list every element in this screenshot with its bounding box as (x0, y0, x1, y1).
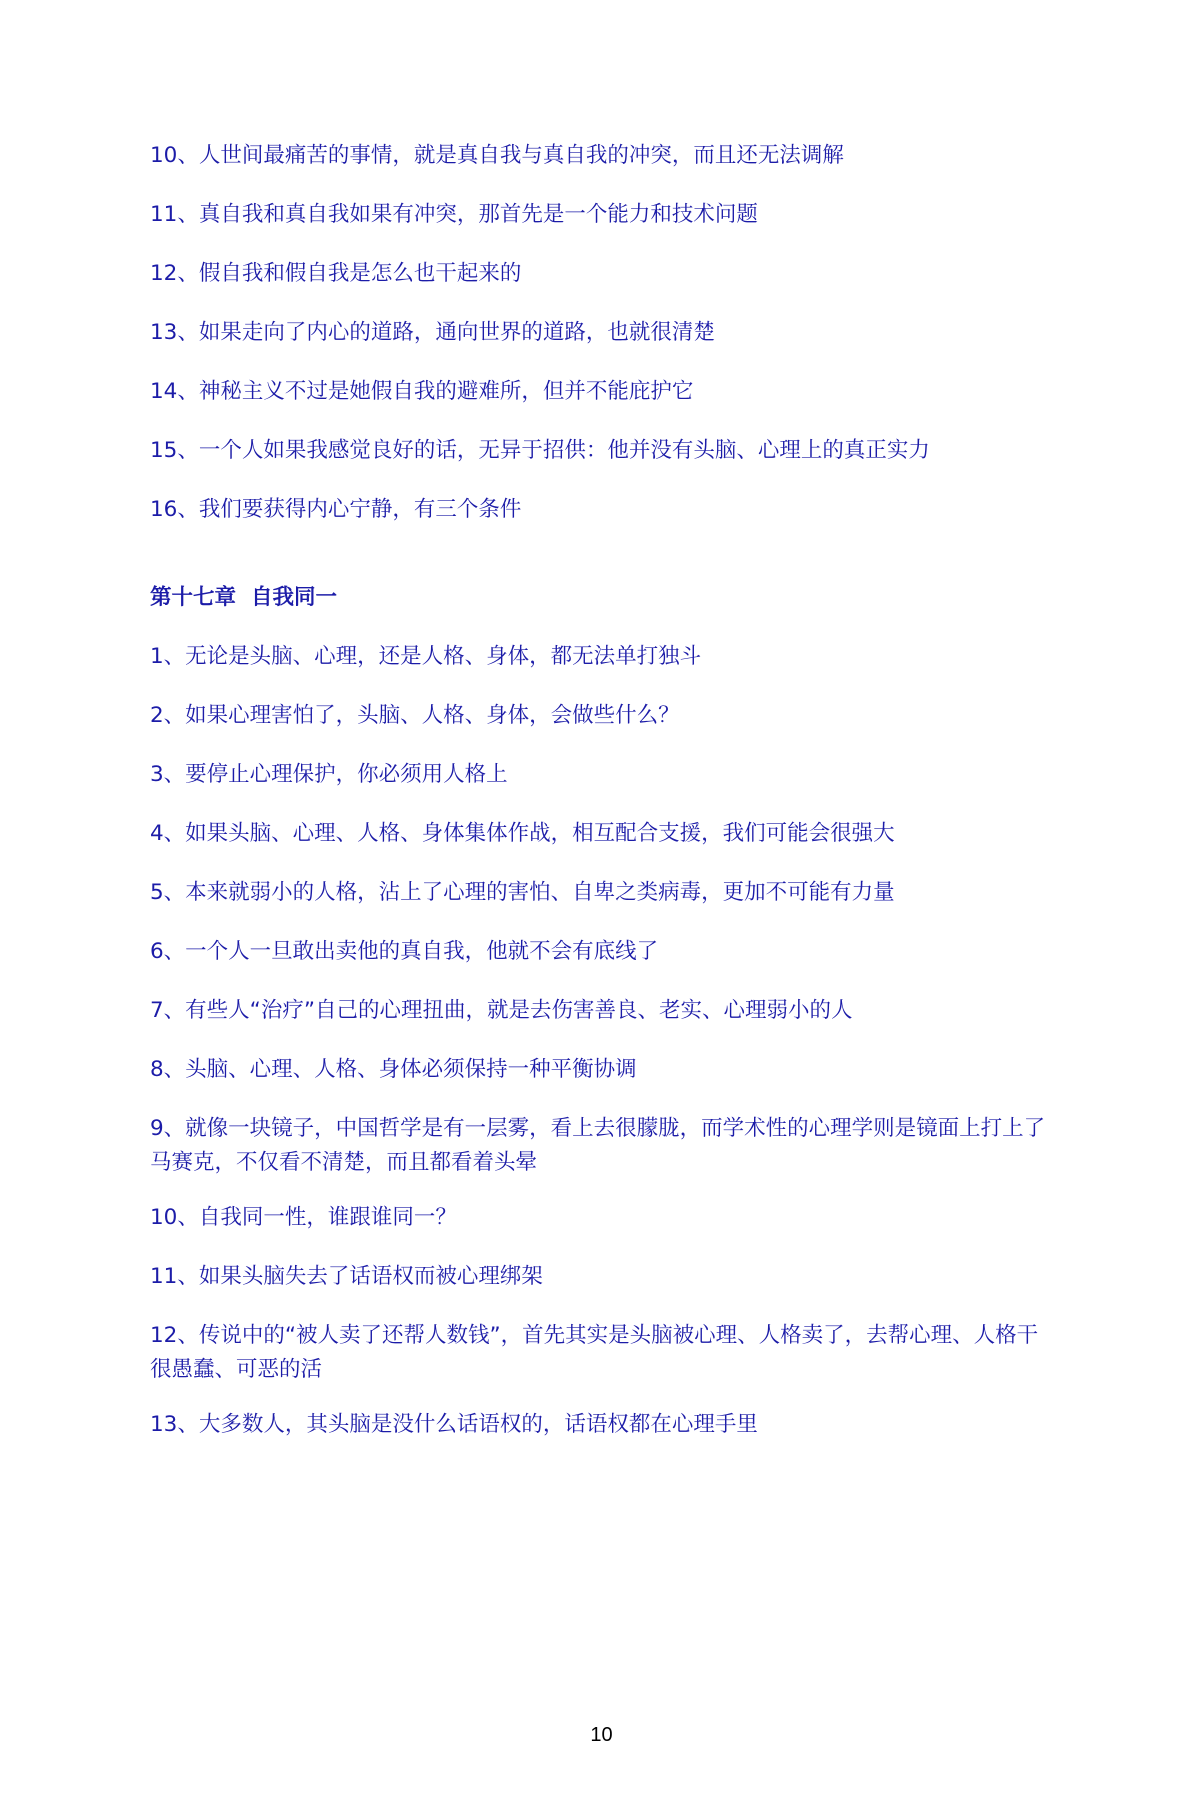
list-item: 14、神秘主义不过是她假自我的避难所，但并不能庇护它 (150, 379, 694, 404)
list-item: 2、如果心理害怕了，头脑、人格、身体，会做些什么？ (150, 703, 680, 728)
list-item: 12、假自我和假自我是怎么也干起来的 (150, 261, 522, 286)
list-item: 16、我们要获得内心宁静，有三个条件 (150, 497, 522, 522)
list-item: 11、如果头脑失去了话语权而被心理绑架 (150, 1264, 543, 1289)
list-item: 9、就像一块镜子，中国哲学是有一层雾，看上去很朦胧，而学术性的心理学则是镜面上打上了马赛克，不仅看不清楚，而且都看着头晕 (150, 1116, 1046, 1175)
list-item: 13、如果走向了内心的道路，通向世界的道路，也就很清楚 (150, 320, 715, 345)
chapter-heading: 第十七章 自我同一 (150, 585, 337, 610)
list-item: 4、如果头脑、心理、人格、身体集体作战，相互配合支援，我们可能会很强大 (150, 821, 895, 846)
list-item: 10、人世间最痛苦的事情，就是真自我与真自我的冲突，而且还无法调解 (150, 143, 844, 168)
list-item: 11、真自我和真自我如果有冲突，那首先是一个能力和技术问题 (150, 202, 758, 227)
list-item: 13、大多数人，其头脑是没什么话语权的，话语权都在心理手里 (150, 1412, 758, 1437)
list-item: 8、头脑、心理、人格、身体必须保持一种平衡协调 (150, 1057, 637, 1082)
list-item: 1、无论是头脑、心理，还是人格、身体，都无法单打独斗 (150, 644, 702, 669)
list-item: 6、一个人一旦敢出卖他的真自我，他就不会有底线了 (150, 939, 659, 964)
page-number: 10 (590, 1724, 613, 1746)
list-item: 3、要停止心理保护，你必须用人格上 (150, 762, 508, 787)
list-item: 5、本来就弱小的人格，沾上了心理的害怕、自卑之类病毒，更加不可能有力量 (150, 880, 895, 905)
list-item: 10、自我同一性，谁跟谁同一？ (150, 1205, 457, 1230)
list-item: 7、有些人“治疗”自己的心理扭曲，就是去伤害善良、老实、心理弱小的人 (150, 998, 853, 1023)
list-item: 15、一个人如果我感觉良好的话，无异于招供：他并没有头脑、心理上的真正实力 (150, 438, 930, 463)
list-item: 12、传说中的“被人卖了还帮人数钱”，首先其实是头脑被心理、人格卖了，去帮心理、人格干很愚蠢、可恶的活 (150, 1323, 1039, 1382)
